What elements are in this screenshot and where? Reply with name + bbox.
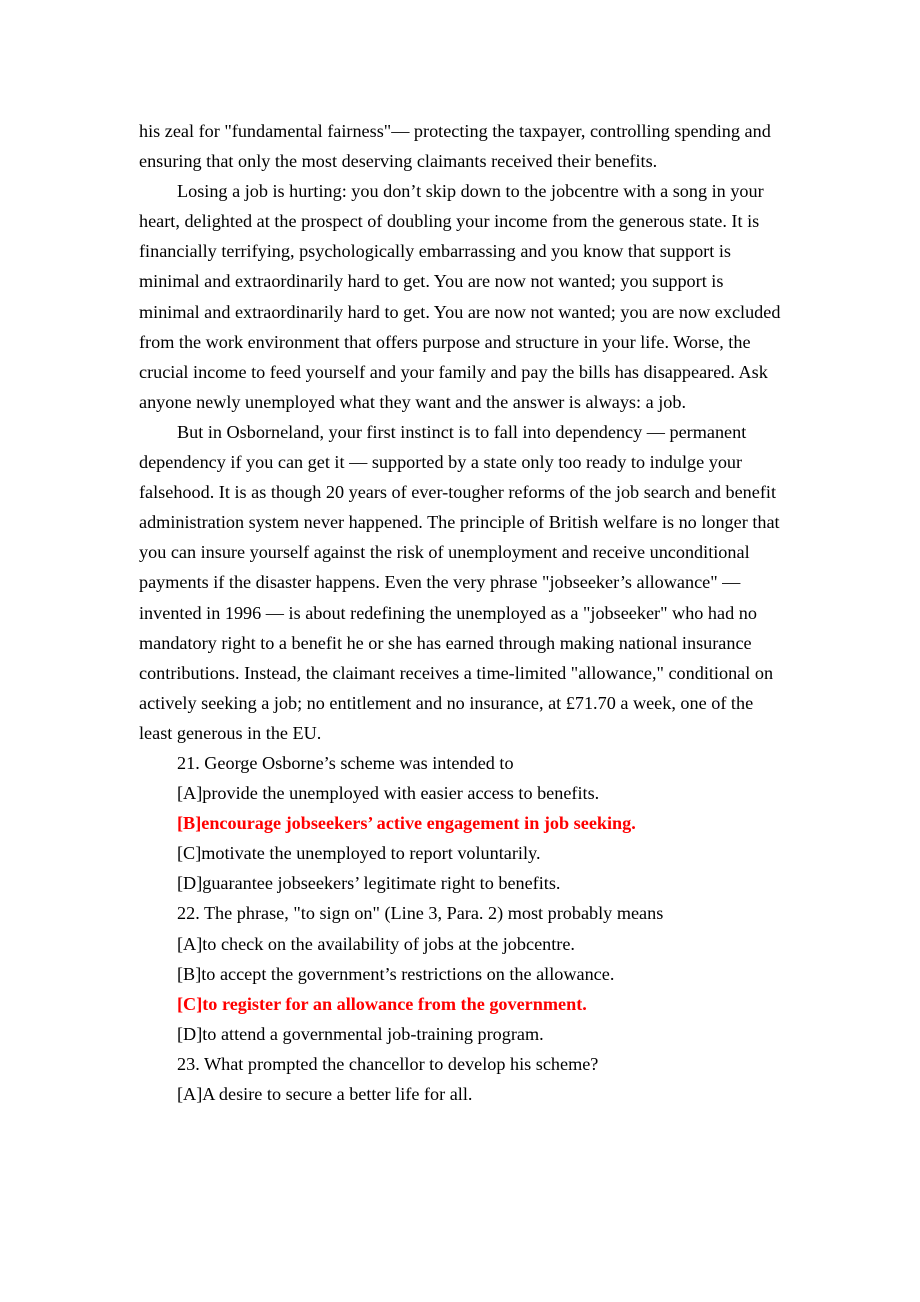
- option-a: [A]provide the unemployed with easier access to benefits.: [177, 783, 600, 804]
- option-c: [C]motivate the unemployed to report voluntarily.: [177, 843, 541, 864]
- question-23: [139, 1049, 784, 1109]
- option-d: [D]guarantee jobseekers’ legitimate right to benefits.: [177, 873, 561, 894]
- question-22: [139, 898, 784, 1048]
- question-stem: 23. What prompted the chancellor to develop his scheme?: [177, 1053, 599, 1074]
- paragraph-losing-job: Losing a job is hurting: you don’t skip down to the jobcentre with a song in your heart, delighted at the prospect of doubling your income from the generous state. It is financially terrifying, psychologically embarrassing and you know that support is minimal and extraordinarily hard to get. You are now not wanted; you support is minimal and extraordinarily hard to get. You are now not wanted; you are now excluded from the work environment that offers purpose and structure in your life. Worse, the crucial income to feed yourself and your family and pay the bills has disappeared. Ask anyone newly unemployed what they want and the answer is always: a job.: [139, 181, 781, 412]
- question-21: [139, 748, 784, 898]
- option-d: [D]to attend a governmental job-training program.: [177, 1023, 544, 1044]
- question-stem: 21. George Osborne’s scheme was intended to: [177, 752, 514, 773]
- paragraph-continuation: his zeal for "fundamental fairness"— protecting the taxpayer, controlling spending and ensuring that only the most deserving claimants received their benefits.: [139, 121, 771, 172]
- paragraph-osborneland: But in Osborneland, your first instinct is to fall into dependency — permanent dependency if you can get it — supported by a state only too ready to indulge your falsehood. It is as though 20 years of ever-tougher reforms of the job search and benefit administration system never happened. The principle of British welfare is no longer that you can insure yourself against the risk of unemployment and receive unconditional payments if the disaster happens. Even the very phrase "jobseeker’s allowance" — invented in 1996 — is about redefining the unemployed as a "jobseeker" who had no mandatory right to a benefit he or she has earned through making national insurance contributions. Instead, the claimant receives a time-limited "allowance," conditional on actively seeking a job; no entitlement and no insurance, at £71.70 a week, one of the least generous in the EU.: [139, 421, 780, 743]
- option-b-correct-answer: [B]encourage jobseekers’ active engagement in job seeking.: [177, 813, 636, 834]
- option-a: [A]A desire to secure a better life for all.: [177, 1084, 473, 1104]
- option-a: [A]to check on the availability of jobs at the jobcentre.: [177, 933, 575, 954]
- document-page: [139, 116, 784, 1109]
- option-b: [B]to accept the government’s restrictions on the allowance.: [177, 963, 615, 984]
- question-stem: 22. The phrase, "to sign on" (Line 3, Para. 2) most probably means: [177, 903, 664, 924]
- option-c-correct-answer: [C]to register for an allowance from the government.: [177, 993, 587, 1014]
